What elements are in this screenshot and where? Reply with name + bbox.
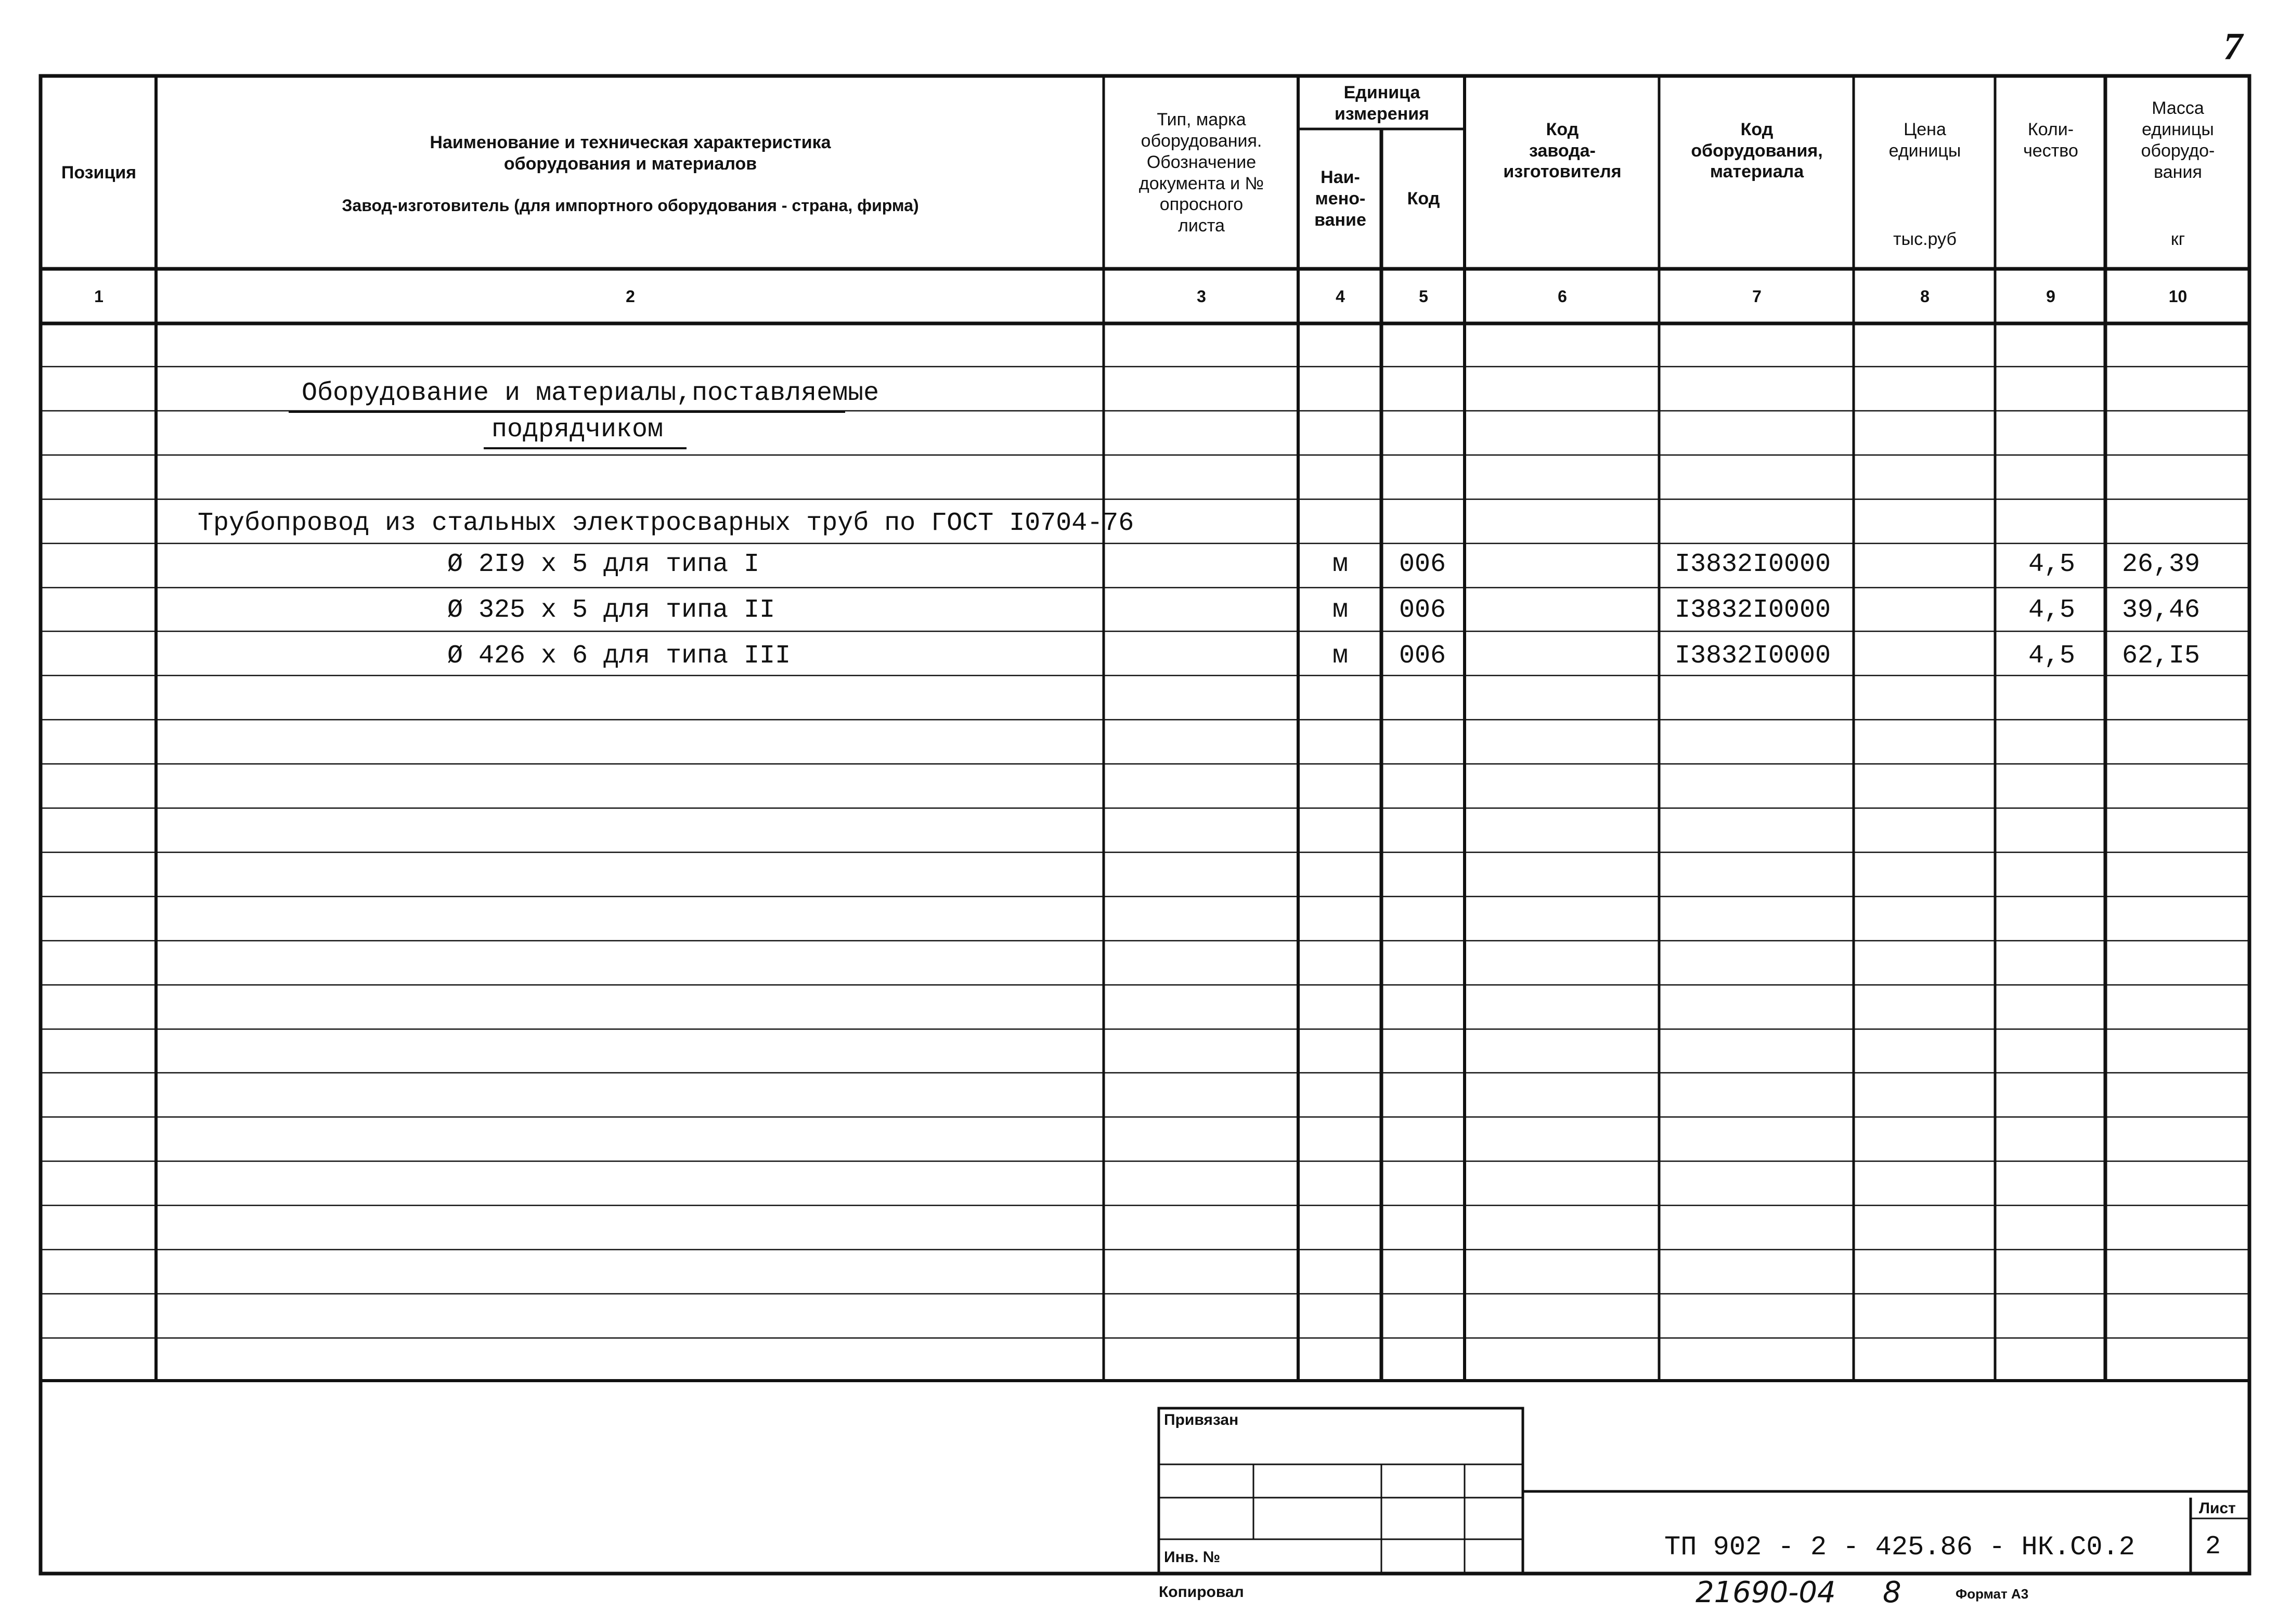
- bound-label: Привязан: [1164, 1411, 1239, 1428]
- col-num-6: 6: [1558, 287, 1567, 306]
- col-num-3: 3: [1197, 287, 1206, 306]
- row-2-mass: 39,46: [2122, 595, 2201, 625]
- header-price-unit: тыс.руб: [1893, 229, 1957, 249]
- row-2-name: Ø 325 x 5 для типа II: [447, 595, 775, 625]
- row-2-material-code: I3832I0000: [1675, 595, 1831, 625]
- inventory-label: Инв. №: [1164, 1549, 1221, 1566]
- col-num-8: 8: [1920, 287, 1930, 306]
- row-3-material-code: I3832I0000: [1675, 641, 1831, 671]
- row-2-qty: 4,5: [2028, 595, 2076, 625]
- row-1-name: Ø 2I9 x 5 для типа I: [447, 549, 760, 579]
- pipeline-title: Трубопровод из стальных электросварных труб по ГОСТ I0704-76: [198, 509, 1134, 538]
- row-1-mass: 26,39: [2122, 549, 2201, 579]
- header-material-code: Код оборудования, материала: [1691, 119, 1823, 182]
- row-2-unit-code: 006: [1399, 595, 1446, 625]
- header-unit-code: Код: [1407, 189, 1440, 209]
- header-unit: Единица измерения: [1335, 83, 1429, 124]
- sheet-label: Лист: [2199, 1500, 2236, 1517]
- handwritten-code: 21690-04: [1695, 1576, 1836, 1609]
- row-1-unit-name: м: [1332, 549, 1348, 579]
- col-num-5: 5: [1419, 287, 1428, 306]
- document-code: ТП 902 - 2 - 425.86 - НК.С0.2: [1664, 1532, 2135, 1563]
- row-1-qty: 4,5: [2028, 549, 2076, 579]
- header-position: Позиция: [61, 163, 137, 183]
- col-num-4: 4: [1336, 287, 1345, 306]
- row-3-qty: 4,5: [2028, 641, 2076, 671]
- row-1-unit-code: 006: [1399, 549, 1446, 579]
- header-name: Наименование и техническая характеристика оборудования и материалов: [430, 133, 831, 174]
- row-3-name: Ø 426 x 6 для типа III: [447, 641, 791, 671]
- handwritten-number: 8: [1883, 1576, 1901, 1609]
- header-price: Цена единицы: [1888, 120, 1961, 161]
- header-qty: Коли- чество: [2023, 120, 2078, 161]
- row-3-unit-name: м: [1332, 641, 1348, 671]
- col-num-9: 9: [2046, 287, 2055, 306]
- col-num-1: 1: [94, 287, 103, 306]
- row-3-mass: 62,I5: [2122, 641, 2201, 671]
- header-mass-unit: кг: [2170, 229, 2185, 249]
- col-num-2: 2: [626, 287, 635, 306]
- header-type: Тип, марка оборудования. Обозначение документа и № опросного листа: [1138, 110, 1264, 236]
- header-mass: Масса единицы оборудо- вания: [2141, 98, 2215, 182]
- page-number: 7: [2223, 25, 2243, 68]
- copied-label: Копировал: [1159, 1583, 1244, 1601]
- format-label: Формат А3: [1956, 1586, 2029, 1602]
- row-1-material-code: I3832I0000: [1675, 549, 1831, 579]
- header-factory-code: Код завода- изготовителя: [1503, 119, 1622, 182]
- col-num-10: 10: [2168, 287, 2188, 306]
- row-3-unit-code: 006: [1399, 641, 1446, 671]
- header-manufacturer: Завод-изготовитель (для импортного оборудования - страна, фирма): [342, 196, 919, 215]
- section-title-line1: Оборудование и материалы,поставляемые: [302, 379, 879, 408]
- header-unit-name: Наи- мено- вание: [1314, 167, 1366, 230]
- section-title-line2: подрядчиком: [491, 415, 664, 445]
- sheet-number: 2: [2205, 1532, 2221, 1562]
- row-2-unit-name: м: [1332, 595, 1348, 625]
- col-num-7: 7: [1752, 287, 1762, 306]
